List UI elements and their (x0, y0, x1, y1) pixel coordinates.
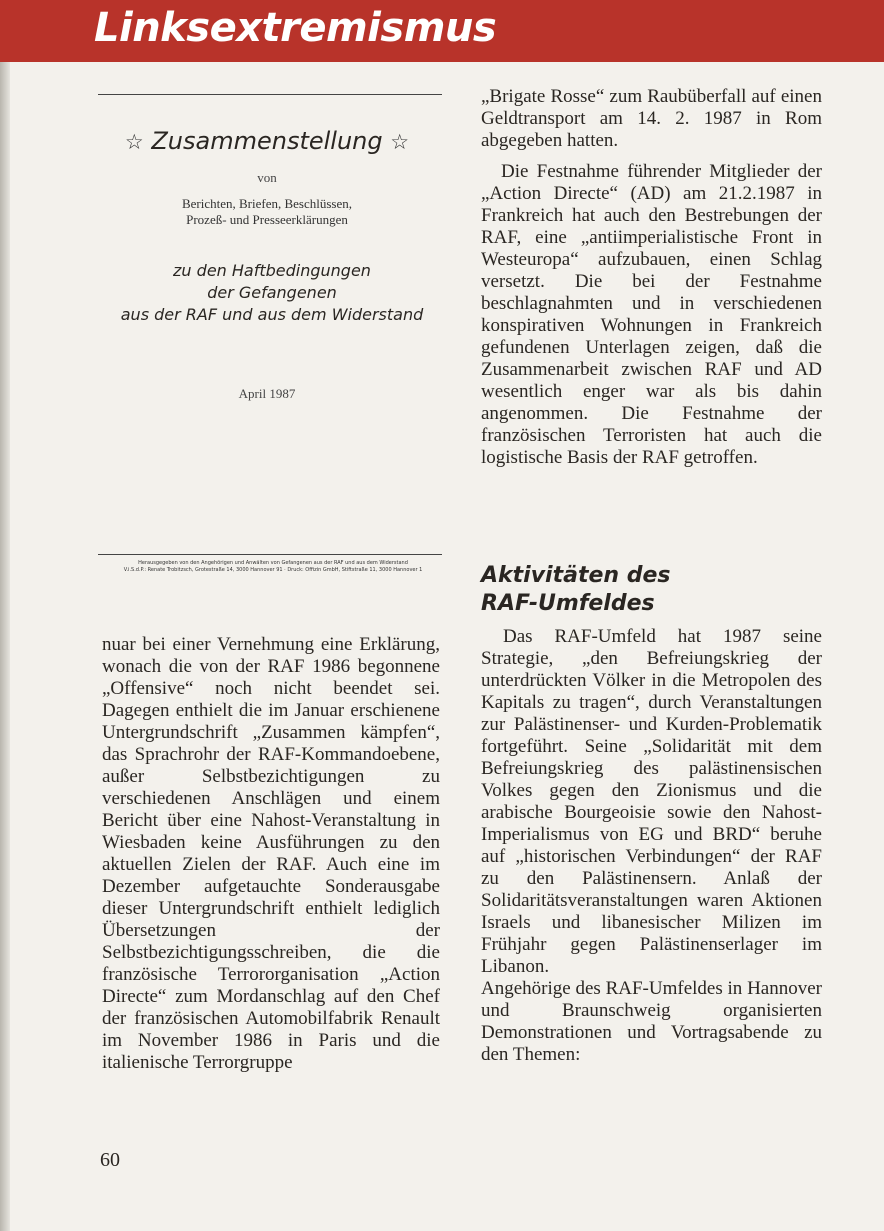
right-column-top (481, 86, 822, 469)
star-icon: ☆ (124, 130, 144, 154)
cover-subtitle (92, 196, 442, 228)
cover-imprint-line: Herausgegeben von den Angehörigen und Anwälten von Gefangenen aus der RAF und aus dem Widerstand (138, 560, 408, 566)
left-column (102, 634, 440, 1074)
section-header-band (0, 0, 884, 62)
cover-imprint-line: V.i.S.d.P.: Renate Trobitzsch, Grotestraße 14, 3000 Hannover 91 · Druck: Offizin GmbH, Stiftstraße 11, 3000 Hannover 1 (123, 567, 423, 573)
cover-bottom-rule (98, 554, 442, 555)
star-icon: ☆ (390, 130, 410, 154)
cover-heading (92, 126, 442, 157)
cover-topic-line: der Gefangenen (207, 283, 337, 302)
cover-heading-text: Zusammenstellung (151, 127, 383, 155)
section-heading-line: RAF-Umfeldes (481, 591, 655, 616)
section-title: Linksextremismus (94, 5, 497, 51)
left-column-paragraph: nuar bei einer Vernehmung eine Erklärung, wonach die von der RAF 1986 begonnene „Offensive“ noch nicht beendet sei. Dagegen enthielt die im Januar erschienene Untergrundschrift „Zusammen kämpfen“, das Sprachrohr der RAF-Kommandoebene, außer Selbstbezichtigungen zu verschiedenen Anschlägen und einem Bericht über eine Nahost-Veranstaltung in Wiesbaden keine Ausführungen zu den aktuellen Zielen der RAF. Auch eine im Dezember aufgetauchte Sonderausgabe dieser Untergrundschrift enthielt lediglich Übersetzungen der Selbstbezichtigungsschreiben, die die französische Terrororganisation „Action Directe“ zum Mordanschlag auf den Chef der französischen Automobilfabrik Renault im November 1986 in Paris und die italienische Terrorgruppe (102, 634, 440, 1073)
right-column-bottom (481, 626, 822, 1066)
cover-topic (92, 260, 452, 326)
cover-topic-line: zu den Haftbedingungen (173, 261, 371, 280)
action-directe-paragraph: Die Festnahme führender Mitglieder der „Action Directe“ (AD) am 21.2.1987 in Frankreich hat auch den Bestrebungen der RAF, eine „antiimperialistische Front in Westeuropa“ aufzubauen, einen Schlag versetzt. Die bei der Festnahme beschlagnahmten und in verschiedenen konspirativen Wohnungen in Frankreich gefundenen Unterlagen zeigen, daß die Zusammenarbeit zwischen RAF und AD wesentlich enger war als bis dahin angenommen. Die Festnahme der französischen Terroristen hat auch die logistische Basis der RAF getroffen. (481, 161, 822, 468)
reproduced-brochure-cover (92, 94, 442, 584)
cover-imprint (98, 560, 448, 574)
page-number: 60 (100, 1149, 120, 1171)
cover-von: von (257, 170, 277, 185)
cover-topic-line: aus der RAF und aus dem Widerstand (120, 305, 424, 324)
section-heading-line: Aktivitäten des (481, 563, 671, 588)
cover-top-rule (98, 94, 442, 95)
section-paragraph: Angehörige des RAF-Umfeldes in Hannover und Braunschweig organisierten Demonstrationen und Vortragsabende zu den Themen: (481, 978, 822, 1065)
section-heading (481, 562, 781, 618)
cover-subtitle-line: Prozeß- und Presseerklärungen (186, 212, 348, 227)
section-paragraph: Das RAF-Umfeld hat 1987 seine Strategie, „den Befreiungskrieg der unterdrückten Völker in die Metropolen des Kapitals zu tragen“, durch Veranstaltungen zur Palästinenser- und Kurden-Problematik fortgeführt. Seine „Solidarität mit dem Befreiungskrieg des palästinensischen Volkes gegen den Zionismus und die arabische Bourgeoisie sowie den Nahost-Imperialismus von EG und BRD“ beruhe auf „historischen Verbindungen“ der RAF zu den Palästinensern. Anlaß der Solidaritätsveranstaltungen waren Aktionen Israels und libanesischer Milizen im Frühjahr gegen Palästinenserlager im Libanon. (481, 626, 822, 977)
cover-subtitle-line: Berichten, Briefen, Beschlüssen, (181, 196, 353, 211)
page-gutter-shadow (0, 62, 10, 1231)
continuation-paragraph: „Brigate Rosse“ zum Raubüberfall auf einen Geldtransport am 14. 2. 1987 in Rom abgegeben hatten. (481, 86, 822, 151)
cover-date: April 1987 (238, 386, 296, 401)
